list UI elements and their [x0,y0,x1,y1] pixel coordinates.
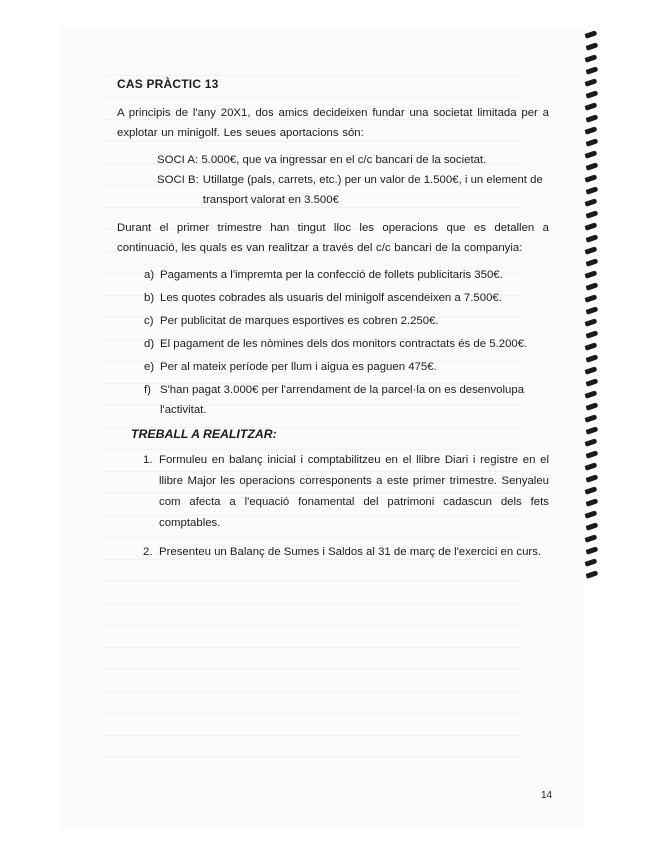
binding-ring [585,438,598,446]
binding-ring [585,198,598,206]
binding-ring [586,378,599,386]
binding-ring [586,330,599,338]
list-item [144,380,549,420]
binding-ring [585,534,598,542]
list-item-text: Les quotes cobrades als usuaris del minigolf ascendeixen a 7.500€. [160,292,502,304]
task-number: 2. [143,546,153,558]
binding-ring [586,426,599,434]
list-item-text: S'han pagat 3.000€ per l'arrendament de la parcel·la on es desenvolupa l'activitat. [160,384,525,416]
task-text: Presenteu un Balanç de Sumes i Saldos al 31 de març de l'exercici en curs. [159,546,542,558]
task-text: Formuleu en balanç inicial i comptabilitzeu en el llibre Diari i registre en el llibre Major les operacions corresponents a este primer trimestre. Senyaleu com afecta a l'equació fonamental del patrimoni cadascun dels fets comptables. [159,454,549,529]
binding-ring [585,486,598,494]
task-item [143,542,549,563]
binding-ring [586,42,599,50]
list-item-text: El pagament de les nòmines dels dos monitors contractats és de 5.200€. [160,338,528,350]
binding-ring [585,30,598,38]
partner-a-label: SOCI A: [157,154,199,166]
list-item [144,288,549,308]
list-item [144,311,549,331]
tasks-list [117,450,549,563]
binding-ring [585,510,598,518]
binding-ring [586,210,599,218]
intro-paragraph: A principis de l'any 20X1, dos amics decideixen fundar una societat limitada per a explotar un minigolf. Les seues aportacions són: [117,107,549,139]
binding-ring [586,162,599,170]
binding-ring [586,474,599,482]
operations-intro: Durant el primer trimestre han tingut lloc les operacions que es detallen a continuació, les quals es van realitzar a través del c/c bancari de la companyia: [117,222,549,254]
binding-ring [586,546,599,554]
binding-ring [586,234,599,242]
binding-ring [586,402,599,410]
list-marker: d) [144,338,155,350]
binding-ring [586,306,599,314]
binding-ring [585,366,598,374]
list-item [144,357,549,377]
binding-ring [585,78,598,86]
task-number: 1. [143,454,153,466]
list-marker: f) [144,384,151,396]
binding-ring [585,126,598,134]
case-title: CAS PRÀCTIC 13 [117,77,219,91]
binding-ring [585,150,598,158]
partner-b-label: SOCI B: [157,174,199,186]
binding-ring [586,114,599,122]
binding-ring [585,558,598,566]
binding-ring [586,138,599,146]
binding-ring [585,102,598,110]
binding-ring [586,498,599,506]
binding-ring [585,294,598,302]
binding-ring [586,570,599,578]
partner-b-text: Utillatge (pals, carrets, etc.) per un valor de 1.500€, i un element de transport valorat en 3.500€ [202,174,543,206]
list-marker: a) [144,269,155,281]
binding-ring [585,414,598,422]
spiral-binding [585,32,613,592]
binding-ring [586,90,599,98]
binding-ring [585,54,598,62]
binding-ring [585,246,598,254]
page-number: 14 [541,790,553,801]
document-content [117,74,549,571]
partner-a-text: 5.000€, que va ingressar en el c/c bancari de la societat. [201,154,487,166]
binding-ring [586,354,599,362]
binding-ring [585,318,598,326]
binding-ring [586,450,599,458]
partner-a [117,150,549,170]
operations-list [117,265,549,420]
binding-ring [586,522,599,530]
list-item [144,265,549,285]
binding-ring [585,390,598,398]
list-item-text: Per publicitat de marques esportives es cobren 2.250€. [160,315,439,327]
tasks-heading: TREBALL A REALITZAR: [131,427,277,441]
list-marker: c) [144,315,154,327]
partner-b [117,170,549,210]
binding-ring [585,342,598,350]
list-marker: e) [144,361,155,373]
task-item [143,450,549,534]
list-marker: b) [144,292,155,304]
list-item [144,334,549,354]
binding-ring [586,186,599,194]
binding-ring [585,462,598,470]
list-item-text: Per al mateix període per llum i aigua es paguen 475€. [160,361,437,373]
binding-ring [585,174,598,182]
binding-ring [585,222,598,230]
binding-ring [586,282,599,290]
list-item-text: Pagaments a l'impremta per la confecció de follets publicitaris 350€. [160,269,503,281]
binding-ring [585,270,598,278]
binding-ring [586,66,599,74]
binding-ring [586,258,599,266]
